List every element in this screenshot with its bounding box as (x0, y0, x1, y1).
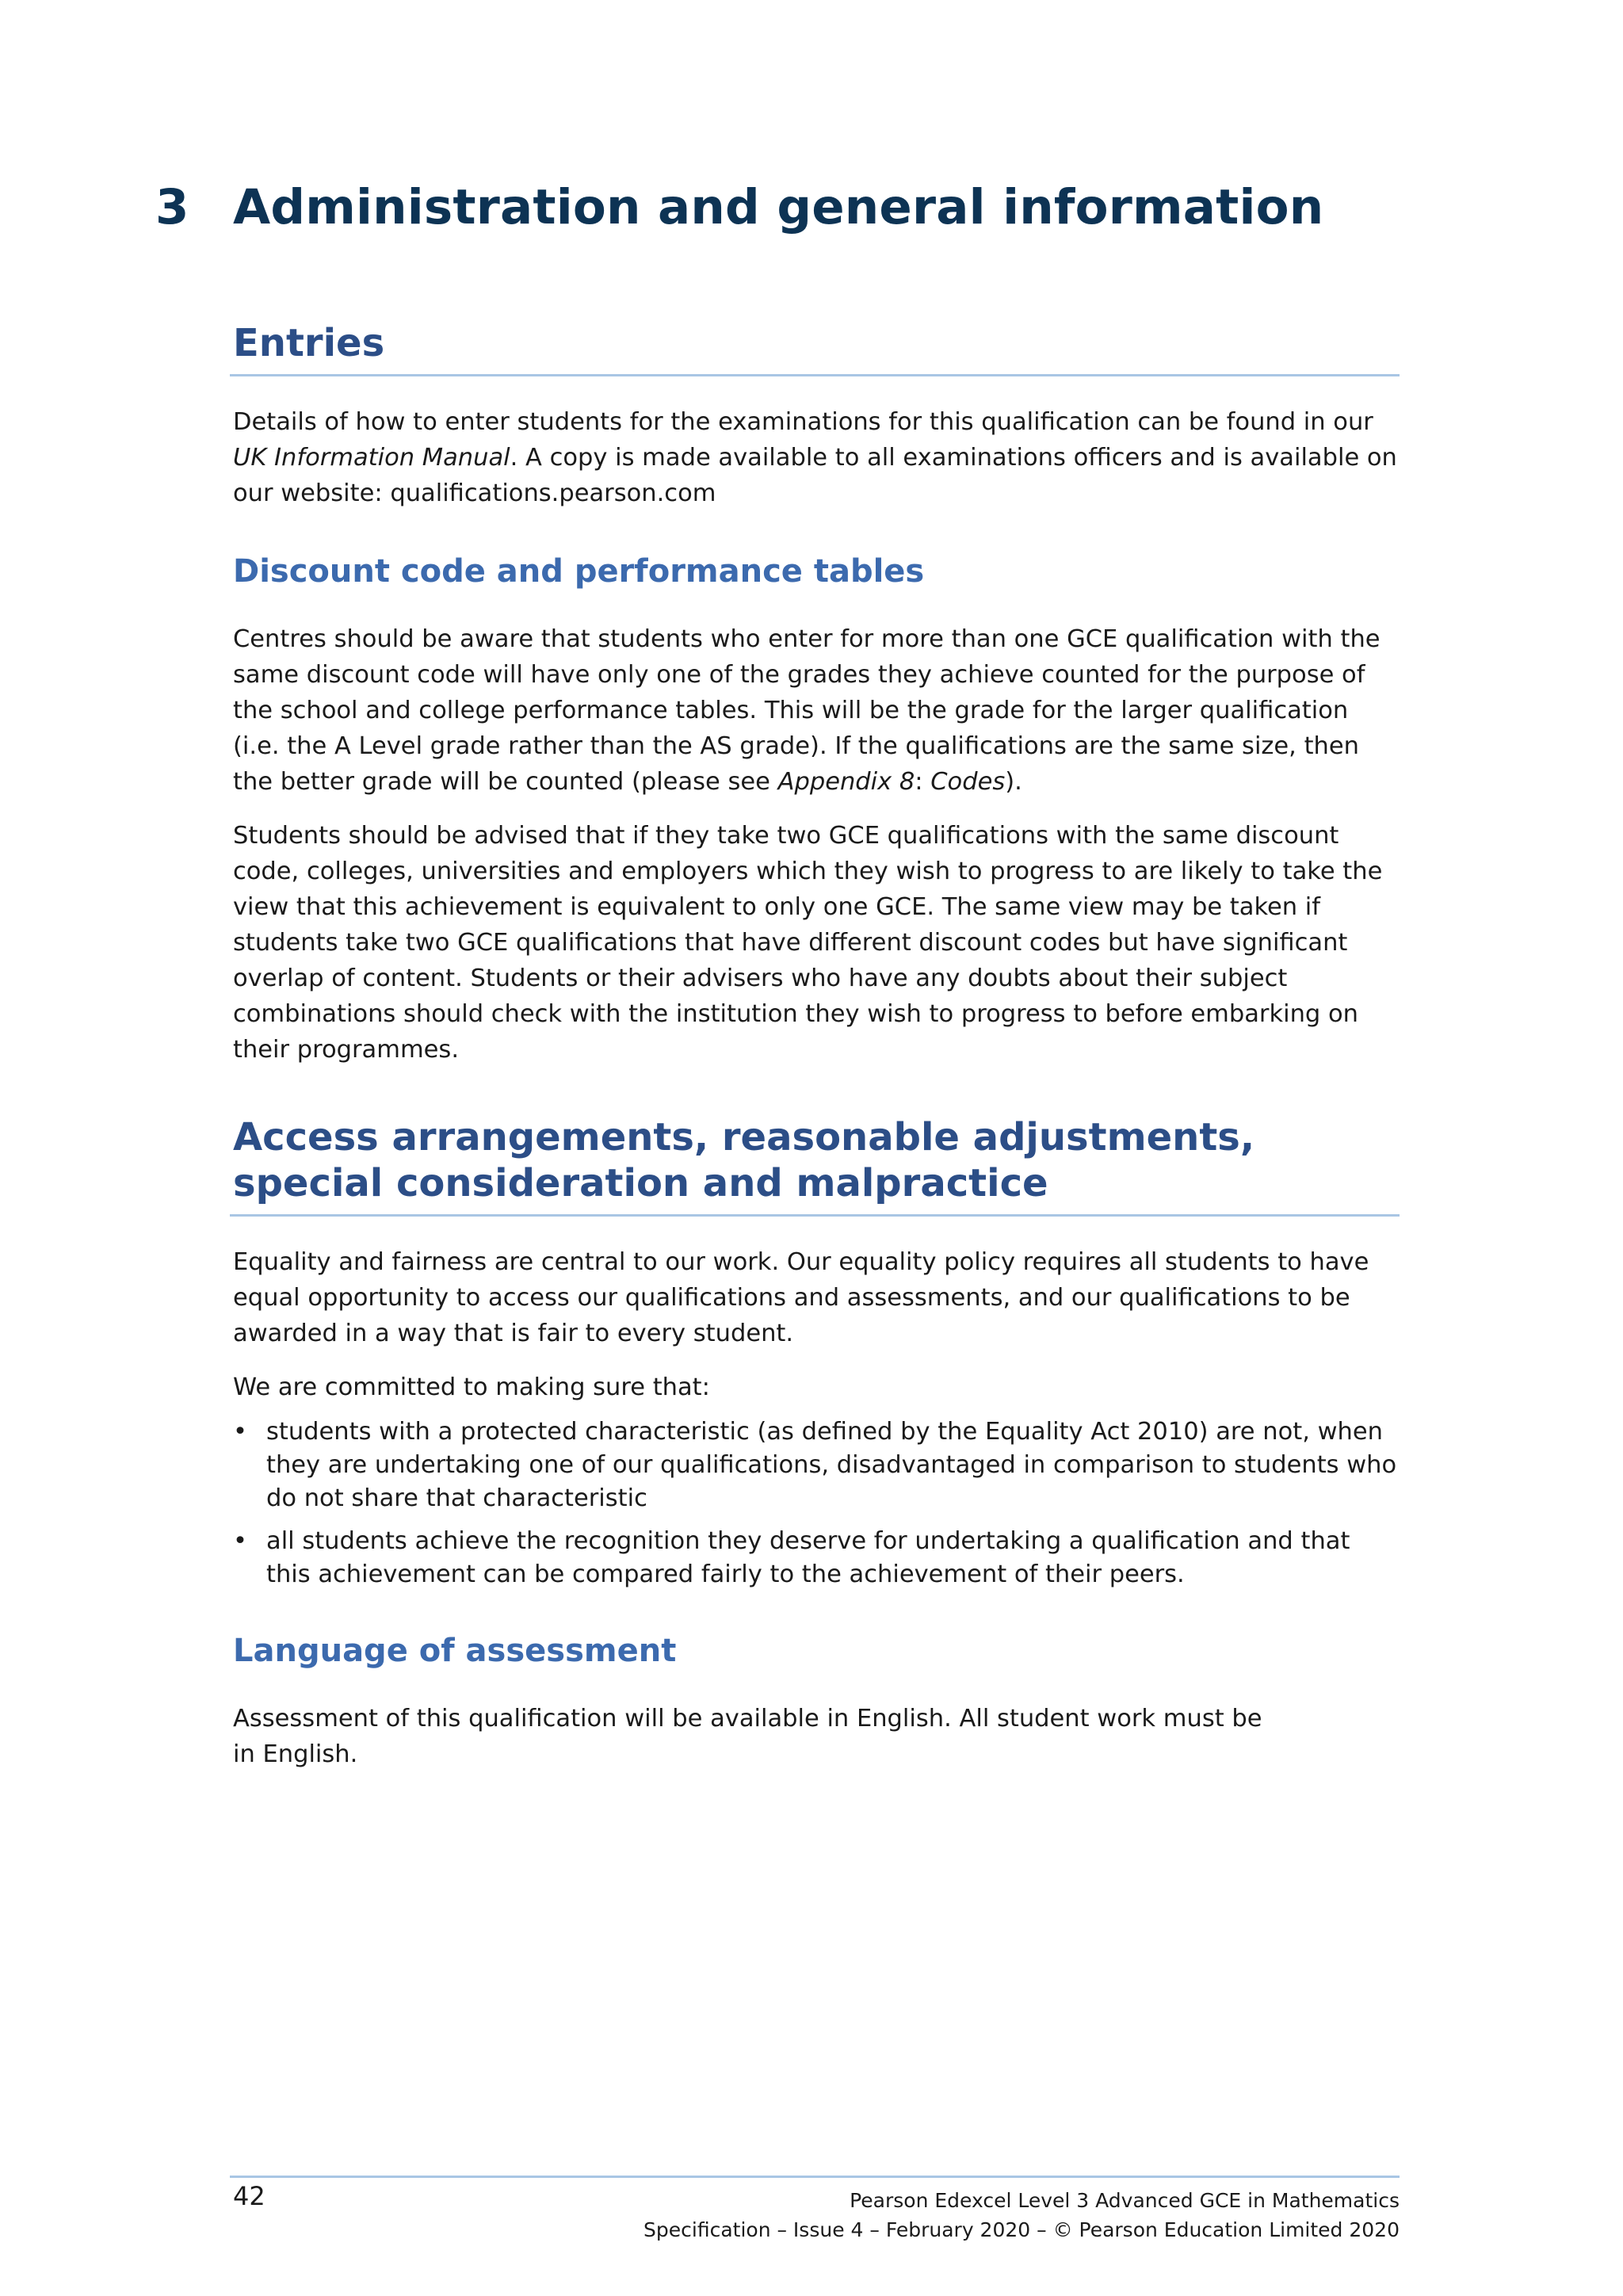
footer-publication-info (643, 2186, 1400, 2244)
footer-rule (230, 2176, 1400, 2178)
footer-line-1: Pearson Edexcel Level 3 Advanced GCE in Mathematics (850, 2189, 1400, 2212)
access-paragraph-1: Equality and fairness are central to our work. Our equality policy requires all students to have equal opportunity to access our qualifications and assessments, and our qualifications to be awarded in a way that is fair to every student. (233, 1248, 1369, 1347)
access-bullet-list (233, 1415, 1400, 1601)
entries-heading: Entries (233, 321, 385, 365)
page-number: 42 (233, 2181, 265, 2211)
discount-separator: : (915, 768, 931, 796)
chapter-title-text: Administration and general information (233, 179, 1324, 235)
language-line-2: in English. (233, 1740, 358, 1768)
bullet-text: all students achieve the recognition they deserve for undertaking a qualification and that this achievement can be compared fairly to the achievement of their peers. (266, 1527, 1350, 1588)
discount-codes-ref: Codes (930, 768, 1006, 796)
language-line-1: Assessment of this qualification will be available in English. All student work must be (233, 1705, 1262, 1733)
language-paragraph (233, 1701, 1400, 1772)
discount-paragraph-2: Students should be advised that if they take two GCE qualifications with the same discount code, colleges, universities and employers which they wish to progress to are likely to take the view that this achievement is equivalent to only one GCE. The same view may be taken if students take two GCE qualifications that have different discount codes but have significant overlap of content. Students or their advisers who have any doubts about their subject combinations should check with the institution they wish to progress to before embarking on their programmes. (233, 822, 1383, 1064)
list-item (233, 1525, 1400, 1591)
entries-manual-title: UK Information Manual (233, 444, 510, 472)
chapter-title (155, 179, 1323, 235)
discount-paragraph-1 (233, 621, 1400, 800)
discount-text-end: ). (1005, 768, 1022, 796)
access-rule (230, 1214, 1400, 1217)
entries-paragraph (233, 404, 1400, 511)
chapter-number: 3 (155, 179, 189, 235)
access-heading (233, 1114, 1400, 1206)
entries-text-2: . A copy is made available to all examinations officers and is available on our website: qualifications.pearson.com (233, 444, 1397, 507)
access-paragraph-2: We are committed to making sure that: (233, 1373, 710, 1401)
entries-rule (230, 374, 1400, 376)
footer-line-2: Specification – Issue 4 – February 2020 – © Pearson Education Limited 2020 (643, 2218, 1400, 2241)
bullet-text: students with a protected characteristic (as defined by the Equality Act 2010) are not, when they are undertaking one of our qualifications, disadvantaged in comparison to students who do not share that characteristic (266, 1418, 1397, 1512)
language-heading: Language of assessment (233, 1633, 677, 1669)
bullet-marker: • (233, 1527, 247, 1555)
access-heading-line-1: Access arrangements, reasonable adjustments, (233, 1115, 1255, 1159)
discount-heading: Discount code and performance tables (233, 553, 925, 590)
entries-text-1: Details of how to enter students for the examinations for this qualification can be found in our (233, 408, 1373, 436)
access-heading-line-2: special consideration and malpractice (233, 1161, 1048, 1205)
discount-appendix-ref: Appendix 8 (777, 768, 915, 796)
discount-text-1: Centres should be aware that students who enter for more than one GCE qualification with the same discount code will have only one of the grades they achieve counted for the purpose of the school and college performance tables. This will be the grade for the larger qualification (i.e. the A Level grade rather than the AS grade). If the qualifications are the same size, then the better grade will be counted (please see (233, 625, 1381, 796)
bullet-marker: • (233, 1418, 247, 1446)
list-item (233, 1415, 1400, 1515)
